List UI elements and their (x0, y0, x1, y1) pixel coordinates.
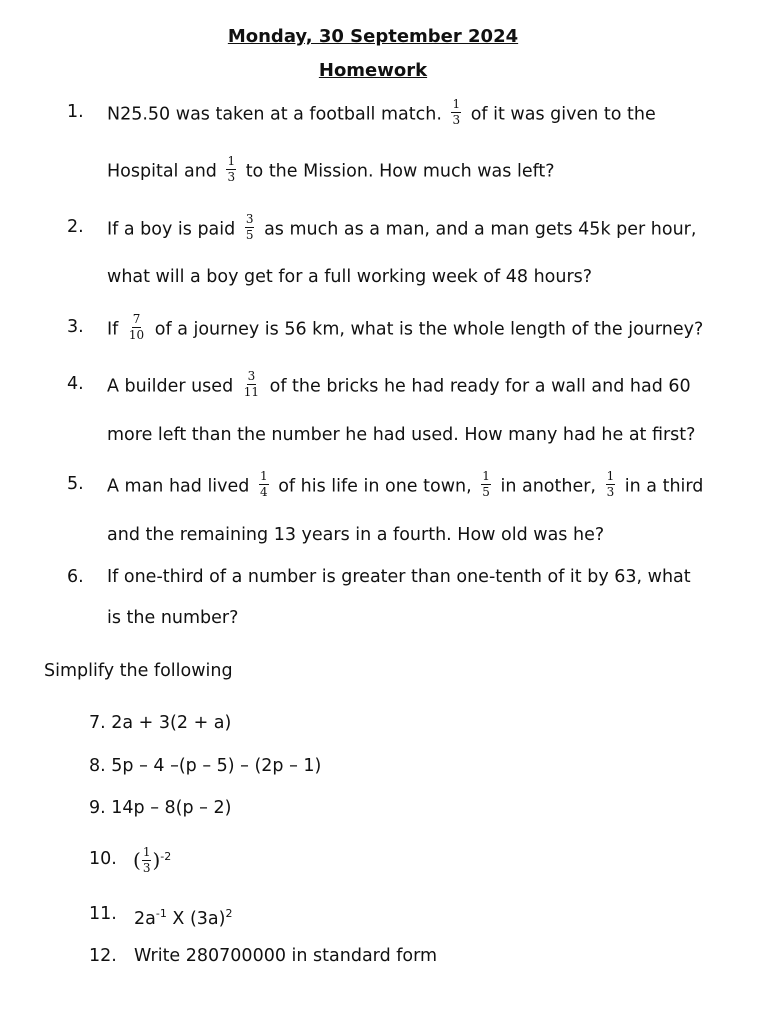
fraction (259, 470, 269, 499)
numerator: 1 (227, 154, 236, 168)
question-number: 3. (67, 317, 84, 337)
date-heading: Monday, 30 September 2024 (227, 26, 519, 47)
question-number: 6. (67, 567, 84, 587)
question-text: A man had lived (107, 476, 250, 497)
question-text: If (107, 319, 119, 340)
question-text: is the number? (107, 608, 239, 628)
question-number: 2. (67, 217, 84, 237)
simplify-item-7: 7. 2a + 3(2 + a) (89, 713, 232, 733)
numerator: 1 (142, 844, 151, 859)
question-text-line (107, 97, 656, 129)
numerator: 3 (247, 369, 256, 383)
fraction (243, 370, 260, 399)
fraction (451, 98, 461, 127)
fraction (142, 846, 152, 875)
denominator: 5 (245, 228, 254, 242)
question-text: If a boy is paid (107, 219, 236, 240)
denominator: 3 (606, 485, 615, 499)
exponent: -2 (160, 850, 172, 863)
question-text: of the bricks he had ready for a wall and had 60 (269, 376, 691, 397)
denominator: 4 (259, 485, 268, 499)
fraction (606, 470, 616, 499)
question-text: and the remaining 13 years in a fourth. How old was he? (107, 525, 605, 545)
question-text: in a third (624, 476, 704, 497)
numerator: 3 (245, 212, 254, 226)
question-text-line (107, 469, 704, 501)
numerator: 1 (259, 469, 268, 483)
fraction (245, 213, 255, 242)
fraction (226, 155, 236, 184)
question-text: of it was given to the (470, 104, 656, 125)
denominator: 3 (142, 860, 151, 875)
expression (134, 902, 232, 931)
exponent: -1 (155, 907, 167, 920)
denominator: 11 (243, 385, 260, 399)
fraction (128, 313, 145, 342)
denominator: 3 (227, 170, 236, 184)
item-number: 12. (89, 946, 117, 966)
numerator: 7 (132, 312, 141, 326)
question-text: what will a boy get for a full working week of 48 hours? (107, 267, 593, 287)
section-heading: Simplify the following (44, 661, 233, 681)
question-text: N25.50 was taken at a football match. (107, 104, 442, 125)
homework-title: Homework (318, 60, 428, 81)
denominator: 5 (482, 485, 490, 499)
question-text: If one-third of a number is greater than one-tenth of it by 63, what (107, 567, 691, 587)
question-text: of a journey is 56 km, what is the whole length of the journey? (154, 319, 704, 340)
fraction (481, 470, 491, 499)
denominator: 3 (452, 113, 461, 127)
item-text: Write 280700000 in standard form (134, 946, 438, 966)
simplify-item-9: 9. 14p – 8(p – 2) (89, 798, 232, 818)
question-text: in another, (500, 476, 596, 497)
expression-part: X (3a) (166, 909, 226, 929)
question-text: as much as a man, and a man gets 45k per hour, (264, 219, 697, 240)
question-text-line (107, 154, 555, 186)
question-text: A builder used (107, 376, 234, 397)
question-text: to the Mission. How much was left? (245, 161, 555, 182)
item-number: 10. (89, 849, 117, 869)
numerator: 1 (482, 469, 490, 483)
question-number: 1. (67, 102, 84, 122)
numerator: 1 (606, 469, 615, 483)
question-text: Hospital and (107, 161, 217, 182)
question-number: 5. (67, 474, 84, 494)
item-number: 11. (89, 904, 117, 924)
expression-part: 2a (134, 909, 156, 929)
question-text-line (107, 369, 691, 401)
numerator: 1 (452, 97, 461, 111)
question-text: more left than the number he had used. How many had he at first? (107, 425, 696, 445)
simplify-item-8: 8. 5p – 4 –(p – 5) – (2p – 1) (89, 756, 322, 776)
exponent: 2 (225, 907, 233, 920)
denominator: 10 (128, 328, 145, 342)
question-text: of his life in one town, (278, 476, 472, 497)
open-paren: ( (133, 848, 141, 872)
question-text-line (107, 212, 697, 244)
question-number: 4. (67, 374, 84, 394)
question-text-line (107, 312, 704, 344)
close-paren: ) (152, 848, 161, 872)
expression (133, 845, 171, 877)
